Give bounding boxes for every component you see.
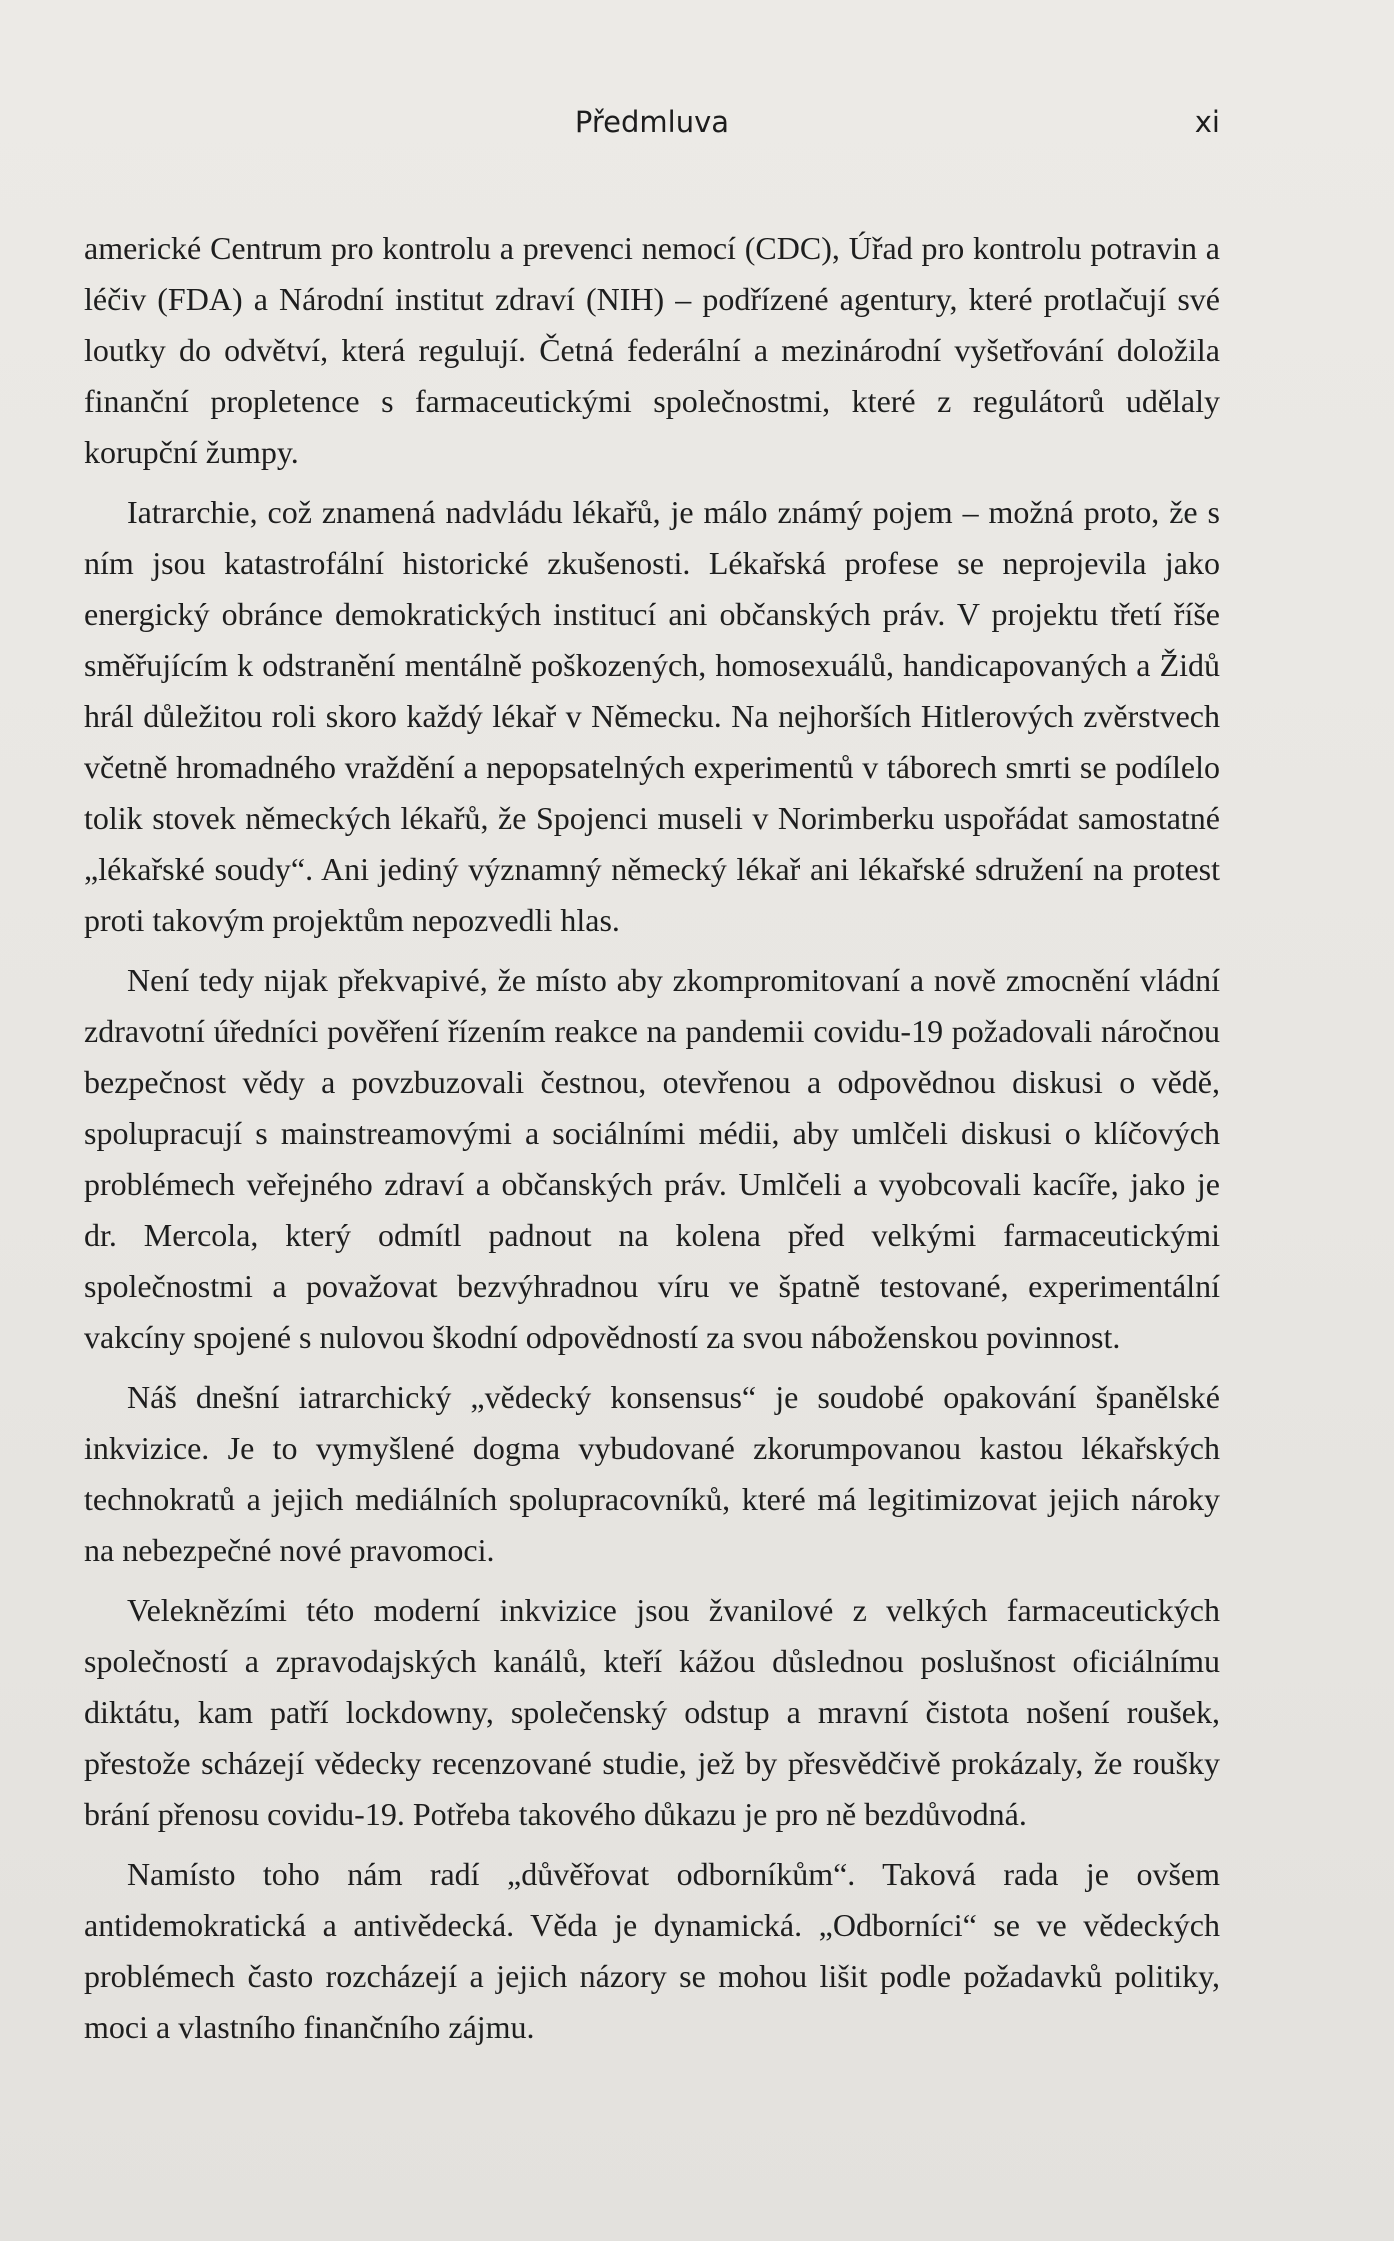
paragraph-1: americké Centrum pro kontrolu a prevenci nemocí (CDC), Úřad pro kontrolu potravin a léčiv (FDA) a Národní institut zdraví (NIH) – podřízené agentury, které protlačují své loutky do odvětví, která regulují. Četná federální a mezinárodní vyšetřování doložila finanční propletence s farmaceutickými společnostmi, které z regulátorů udělaly korupční žumpy.	[84, 230, 1220, 470]
body-text	[84, 223, 1220, 2062]
page-number: xi	[1194, 105, 1220, 139]
chapter-title: Předmluva	[574, 105, 730, 139]
paragraph-6: Namísto toho nám radí „důvěřovat odborníkům“. Taková rada je ovšem antidemokratická a antivědecká. Věda je dynamická. „Odborníci“ se ve vědeckých problémech často rozcházejí a jejich názory se mohou lišit podle požadavků politiky, moci a vlastního finančního zájmu.	[84, 1856, 1220, 2045]
running-head	[84, 100, 1220, 144]
paragraph-4: Náš dnešní iatrarchický „vědecký konsensus“ je soudobé opakování španělské inkvizice. Je to vymyšlené dogma vybudované zkorumpovanou kastou lékařských technokratů a jejich mediálních spolupracovníků, které má legitimizovat jejich nároky na nebezpečné nové pravomoci.	[84, 1379, 1220, 1568]
paragraph-2: Iatrarchie, což znamená nadvládu lékařů, je málo známý pojem – možná proto, že s ním jsou katastrofální historické zkušenosti. Lékařská profese se neprojevila jako energický obránce demokratických institucí ani občanských práv. V projektu třetí říše směřujícím k odstranění mentálně poškozených, homosexuálů, handicapovaných a Židů hrál důležitou roli skoro každý lékař v Německu. Na nejhorších Hitlerových zvěrstvech včetně hromadného vraždění a nepopsatelných experimentů v táborech smrti se podílelo tolik stovek německých lékařů, že Spojenci museli v Norimberku uspořádat samostatné „lékařské soudy“. Ani jediný významný německý lékař ani lékařské sdružení na protest proti takovým projektům nepozvedli hlas.	[84, 494, 1220, 938]
paragraph-3: Není tedy nijak překvapivé, že místo aby zkompromitovaní a nově zmocnění vládní zdravotní úředníci pověření řízením reakce na pandemii covidu-19 požadovali náročnou bezpečnost vědy a povzbuzovali čestnou, otevřenou a odpovědnou diskusi o vědě, spolupracují s mainstreamovými a sociálními médii, aby umlčeli diskusi o klíčových problémech veřejného zdraví a občanských práv. Umlčeli a vyobcovali kacíře, jako je dr. Mercola, který odmítl padnout na kolena před velkými farmaceutickými společnostmi a považovat bezvýhradnou víru ve špatně testované, experimentální vakcíny spojené s nulovou škodní odpovědností za svou náboženskou povinnost.	[84, 962, 1220, 1355]
paragraph-5: Veleknězími této moderní inkvizice jsou žvanilové z velkých farmaceutických společností a zpravodajských kanálů, kteří kážou důslednou poslušnost oficiálnímu diktátu, kam patří lockdowny, společenský odstup a mravní čistota nošení roušek, přestože scházejí vědecky recenzované studie, jež by přesvědčivě prokázaly, že roušky brání přenosu covidu-19. Potřeba takového důkazu je pro ně bezdůvodná.	[84, 1592, 1220, 1832]
